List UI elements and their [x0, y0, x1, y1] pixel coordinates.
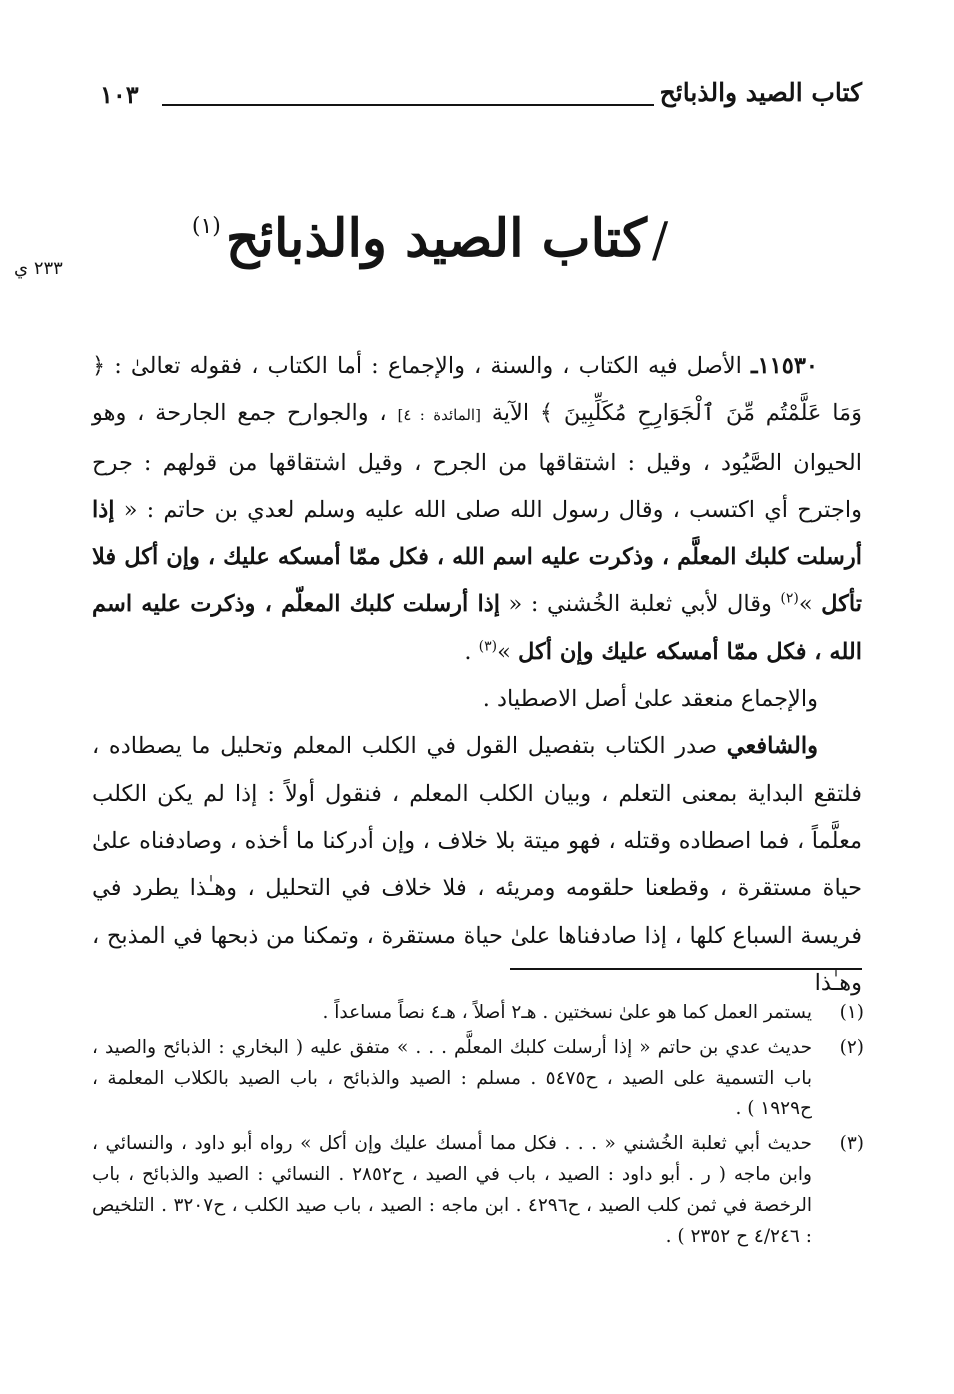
running-header: [100, 78, 862, 118]
footnote-ref: (٢): [780, 590, 799, 607]
footnote-item: [92, 1129, 864, 1252]
paragraph-3: [92, 723, 862, 1007]
bold-lead: والشافعي: [726, 733, 818, 760]
footnote-number: (١): [839, 1002, 864, 1023]
running-title: كتاب الصيد والذبائح: [659, 78, 862, 107]
text-run: »: [497, 638, 519, 665]
text-run: الأصل فيه الكتاب ، والسنة ، والإجماع : أما الكتاب ، فقوله تعالىٰ : ﴿ وَمَا عَلَّمْتُم مِّنَ ٱلْجَوَارِحِ مُكَلِّبِينَ ﴾ الآية: [92, 353, 862, 427]
text-run: وقال لأبي ثعلبة الخُشني : «: [500, 591, 781, 618]
text-run: صدر الكتاب بتفصيل القول في الكلب المعلم وتحليل ما يصطاده ، فلتقع البداية بمعنى التعلم ، وبيان الكلب المعلم ، فنقول أولاً : إذا لم يكن الكلب معلَّماً ، فما اصطاده وقتله ، فهو ميتة بلا خلاف ، وإن أدركنا ما أخذه ، وصادفناه علىٰ حياة مستقرة ، وقطعنا حلقومه ومريئه ، فلا خلاف في التحليل ، وهـٰذا يطرد في فريسة السباع كلها ، إذا صادفناها علىٰ حياة مستقرة ، وتمكنا من ذبحها في المذبح ، وهـٰذا: [92, 733, 862, 996]
text-run: »: [798, 591, 822, 618]
hadith-text: إذا أرسلت كلبك المعلَّم ، وذكرت عليه اسم الله ، فكل ممّا أمسكه عليك ، وإن أكل فلا تأكل: [92, 496, 863, 618]
header-rule: [162, 104, 654, 106]
paragraph-2: والإجماع منعقد علىٰ أصل الاصطياد .: [482, 686, 818, 713]
main-text: [92, 343, 862, 1007]
text-run: ، والجوارح جمع الجارحة ، وهو الحيوان الصَّيُود ، وقيل : اشتقاقها من الجرح ، وقيل اشتقاقها من قولهم : جرح واجترح أي اكتسب ، وقال رسول الله صلى الله عليه وسلم لعدي بن حاتم : «: [92, 400, 862, 523]
title-text: كتاب الصيد والذبائح: [225, 208, 647, 269]
footnote-text: حديث أبي ثعلبة الخُشني « . . . فكل مما أمسك عليك وإن أكل » رواه أبو داود ، والنسائي ، وابن ماجه ( ر . أبو داود : الصيد ، باب في الصيد ، ح٢٨٥٢ . النسائي : الصيد والذبائح ، باب الرخصة في ثمن كلب الصيد ، ح٤٢٩٦ . ابن ماجه : الصيد ، باب صيد الكلب ، ح٣٢٠٧ . التلخيص : ٤/٢٤٦ ح ٢٣٥٢ ) .: [92, 1133, 812, 1247]
footnote-number: (٢): [839, 1036, 864, 1058]
book-title: [170, 208, 690, 269]
footnotes: [92, 998, 864, 1256]
page-number: ١٠٣: [100, 80, 139, 109]
margin-reference: ٢٣٣ ي: [14, 258, 63, 279]
paragraph-number: ١١٥٣٠ـ: [750, 353, 818, 379]
footnote-rule: [510, 968, 862, 970]
footnote-item: [92, 998, 864, 1029]
footnote-text: حديث عدي بن حاتم « إذا أرسلت كلبك المعلَّم . . . » متفق عليه ( البخاري : الذبائح والصيد ، باب التسمية على الصيد ، ح٥٤٧٥ . مسلم : الصيد والذبائح ، باب الصيد بالكلاب المعلمة ، ح١٩٢٩ ) .: [92, 1036, 813, 1120]
verse-reference: [المائدة : ٤]: [397, 406, 481, 425]
title-slash: /: [651, 212, 669, 268]
text-run: .: [464, 638, 479, 665]
title-footnote-mark: (١): [191, 214, 221, 239]
hadith-text: إذا أرسلت كلبك المعلّم ، وذكرت عليه اسم الله ، فكل ممّا أمسكه عليك وإن أكل: [92, 591, 862, 665]
paragraph-1: [92, 343, 862, 676]
footnote-number: (٣): [839, 1133, 864, 1155]
footnote-ref: (٣): [478, 638, 498, 655]
footnote-item: [92, 1033, 864, 1125]
footnote-text: يستمر العمل كما هو علىٰ نسختين . هـ٢ أصلاً ، هـ٤ نصاً مساعداً .: [322, 1002, 812, 1023]
